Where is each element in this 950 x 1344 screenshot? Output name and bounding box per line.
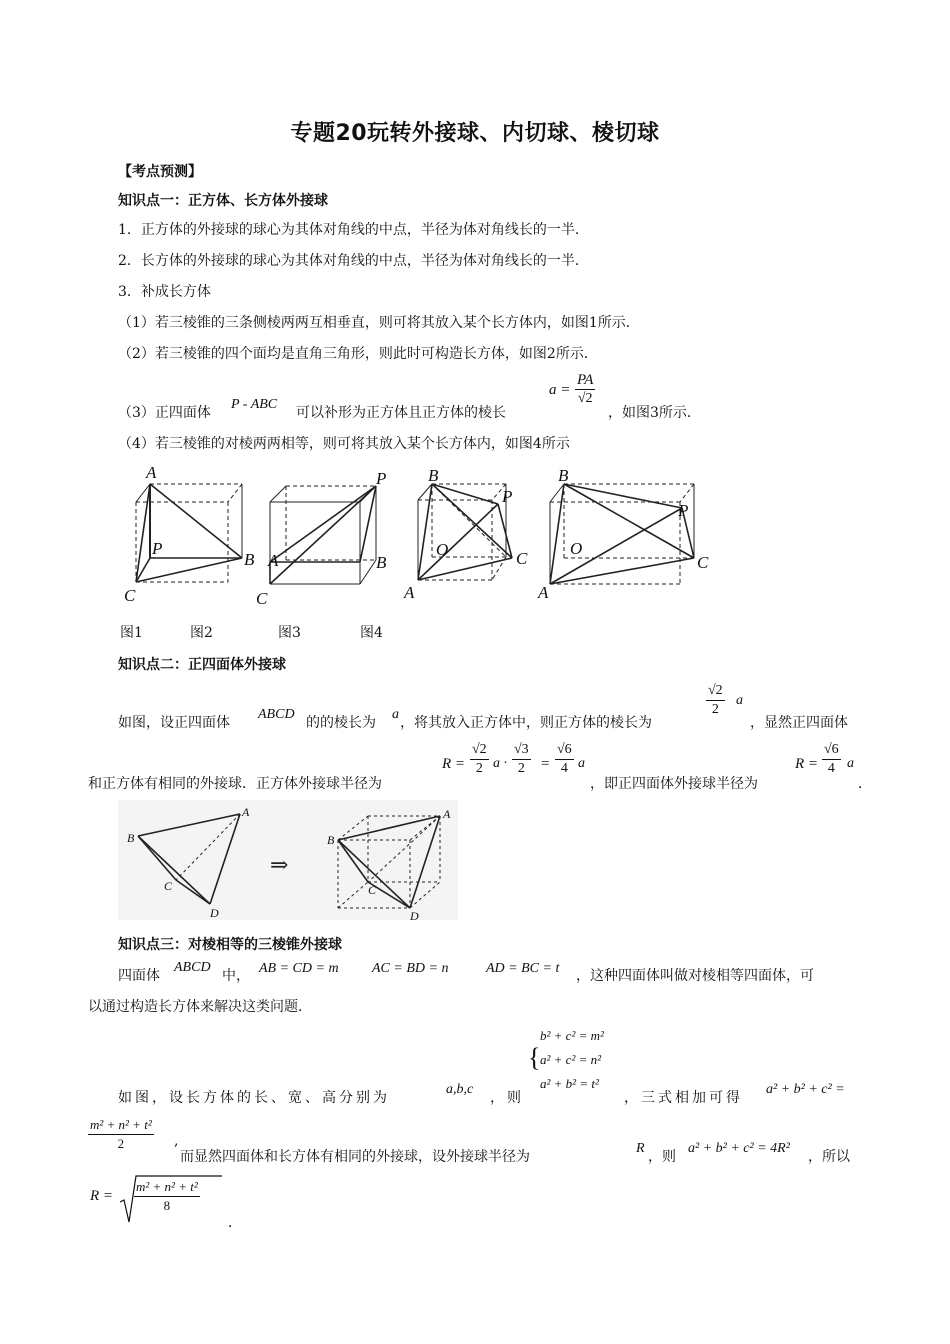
kp3-line4-b: ，则 (648, 1149, 676, 1165)
figures-1-4 (112, 462, 722, 612)
fig4-label: A (538, 583, 549, 602)
figure-3 (418, 484, 512, 580)
kp2-line2-a: 和正方体有相同的外接球．正方体外接球半径为 (88, 776, 382, 792)
fraction-denominator: √2 (577, 391, 593, 406)
caption-figure-4: 图4 (360, 625, 383, 641)
caption-figure-3: 图3 (278, 625, 301, 641)
kp3-line2: 以通过构造长方体来解决这类问题． (88, 999, 312, 1015)
kp3-sum: a² + b² + c² = (766, 1082, 845, 1097)
kp1-sub-4: （4）若三棱锥的对棱两两相等，则可将其放入某个长方体内，如图4所示 (118, 436, 570, 452)
kp1-sub-3-pabc: P - ABC (231, 397, 278, 412)
cube-label: C (368, 883, 377, 897)
kp3-final-r: R = (90, 1188, 114, 1204)
kp2-abcd: ABCD (258, 707, 295, 722)
kp2-eq: = (541, 756, 550, 772)
fig3-label: O (436, 540, 449, 559)
fraction-denominator: 4 (827, 761, 835, 776)
kp1-sub-3-a-eq: a = (549, 382, 571, 398)
kp2-line2-end: ． (858, 776, 872, 792)
kp2-frac-3 (555, 741, 574, 778)
kp3-line1-c: ，这种四面体叫做对棱相等四面体，可 (576, 968, 814, 984)
fraction-numerator: m² + n² + t² (88, 1116, 154, 1135)
kp3-line4-c: ，所以 (808, 1149, 850, 1165)
fraction-denominator: 2 (517, 761, 525, 776)
kp2-r: R = (442, 756, 466, 772)
kp2-a2: a (578, 756, 585, 771)
kp3-heading: 知识点三：对棱相等的三棱锥外接球 (118, 937, 342, 953)
kp3-half-fraction (88, 1116, 154, 1153)
fig4-label: P (678, 501, 689, 520)
cube-label: D (410, 909, 419, 920)
cube-label: A (443, 807, 451, 821)
fig2-label: C (256, 589, 268, 608)
fraction-denominator: 2 (117, 1136, 125, 1151)
fraction-numerator: √6 (555, 741, 574, 760)
fraction-numerator: PA (577, 372, 594, 388)
fraction-denominator: 2 (711, 702, 719, 717)
kp1-sub-2: （2）若三棱锥的四个面均是直角三角形，则此时可构造长方体，如图2所示． (118, 346, 598, 362)
kp3-line1-a: 四面体 (118, 968, 160, 984)
kp2-a-dot: a · (493, 756, 507, 771)
system-brace: { (528, 1043, 541, 1072)
fraction-denominator: 4 (560, 761, 568, 776)
fig4-label: B (558, 466, 569, 485)
kp3-4r2: a² + b² + c² = 4R² (688, 1141, 790, 1156)
kp3-line3-a: 如图，设长方体的长、宽、高分别为 (118, 1090, 390, 1106)
system-row: a² + b² = t² (540, 1076, 599, 1091)
fig4-label: O (570, 539, 583, 558)
implies-arrow: ⇒ (270, 852, 289, 877)
kp3-eq-3: AD = BC = t (486, 961, 560, 976)
fraction-numerator: √3 (512, 741, 531, 760)
kp3-line4-a: 而显然四面体和长方体有相同的外接球，设外接球半径为 (180, 1149, 530, 1165)
fig1-label: P (152, 539, 163, 558)
kp2-line1-c: ，将其放入正方体中，则正方体的棱长为 (400, 715, 652, 731)
kp3-comma: , (174, 1133, 179, 1149)
kp1-item-1: 1．正方体的外接球的球心为其体对角线的中点，半径为体对角线长的一半． (118, 222, 589, 238)
tetra-label: A (242, 805, 250, 819)
fig1-label: A (146, 463, 157, 482)
kp1-item-3: 3．补成长方体 (118, 284, 211, 300)
kp2-edge-fraction (706, 682, 725, 719)
kp1-sub-3-text: 可以补形为正方体且正方体的棱长 (296, 405, 506, 421)
kp3-vars: a,b,c (446, 1082, 474, 1097)
kp2-frac-2 (512, 741, 531, 778)
figure-2 (270, 486, 376, 584)
fig1-label: C (124, 586, 136, 605)
fig3-label: C (516, 549, 528, 568)
kp3-eq-2: AC = BD = n (372, 961, 449, 976)
kp2-a3: a (847, 756, 854, 771)
kp3-r: R (636, 1141, 645, 1156)
kp3-eq-1: AB = CD = m (259, 961, 339, 976)
figure-1 (136, 484, 242, 582)
kp1-item-2: 2．长方体的外接球的球心为其体对角线的中点，半径为体对角线长的一半． (118, 253, 589, 269)
fraction-denominator: 8 (163, 1198, 171, 1213)
fig4-label: C (697, 553, 709, 572)
kp2-edge-var: a (736, 693, 743, 708)
figure-4 (550, 484, 694, 584)
kp3-line3-b: ，则 (490, 1090, 524, 1106)
kp1-sub-1: （1）若三棱锥的三条侧棱两两互相垂直，则可将其放入某个长方体内，如图1所示． (118, 315, 640, 331)
tetra-label: C (164, 879, 173, 893)
fig2-label: B (376, 553, 387, 572)
kp2-heading: 知识点二：正四面体外接球 (118, 657, 286, 673)
fig2-label: P (376, 469, 387, 488)
page-title: 专题20玩转外接球、内切球、棱切球 (290, 121, 660, 146)
kp2-line1-a: 如图，设正四面体 (118, 715, 230, 731)
fig2-label: A (268, 551, 279, 570)
kp2-var-a: a (392, 707, 399, 722)
cube-label: B (327, 833, 335, 847)
tetra-label: B (127, 831, 135, 845)
fraction-numerator: √6 (822, 741, 841, 760)
kp3-final-end: ． (228, 1215, 242, 1231)
equation-system (540, 1024, 604, 1096)
caption-figure-2: 图2 (190, 625, 213, 641)
kp1-heading: 知识点一：正方体、长方体外接球 (118, 193, 328, 209)
kp3-abcd: ABCD (174, 960, 211, 975)
kp2-frac-1 (470, 741, 489, 778)
fig3-label: A (404, 583, 415, 602)
system-row: b² + c² = m² (540, 1028, 604, 1043)
system-row: a² + c² = n² (540, 1052, 602, 1067)
kp2-r2: R = (795, 756, 819, 772)
kp1-sub-3-suffix: ，如图3所示． (608, 405, 701, 421)
fraction-numerator: √2 (470, 741, 489, 760)
kp2-frac-4 (822, 741, 841, 778)
kp2-line1-d: ，显然正四面体 (750, 715, 848, 731)
kp2-line2-b: ，即正四面体外接球半径为 (590, 776, 758, 792)
fig3-label: B (428, 466, 439, 485)
kp3-line3-c: ，三式相加可得 (624, 1090, 743, 1106)
kp2-line1-b: 的的棱长为 (306, 715, 376, 731)
kp1-sub-3-fraction (575, 371, 595, 408)
section-prediction: 【考点预测】 (118, 164, 202, 180)
fraction-numerator: √2 (706, 682, 725, 701)
caption-figure-1: 图1 (120, 625, 143, 641)
tetra-label: D (210, 906, 219, 920)
fraction-numerator: m² + n² + t² (134, 1178, 200, 1197)
kp3-sqrt-fraction (134, 1178, 200, 1215)
fraction-denominator: 2 (475, 761, 483, 776)
fig3-label: P (502, 487, 513, 506)
kp1-sub-3-prefix: （3）正四面体 (118, 405, 211, 421)
tetrahedron-figure (118, 800, 458, 920)
fig1-label: B (244, 550, 255, 569)
kp3-line1-b: 中， (222, 968, 250, 984)
